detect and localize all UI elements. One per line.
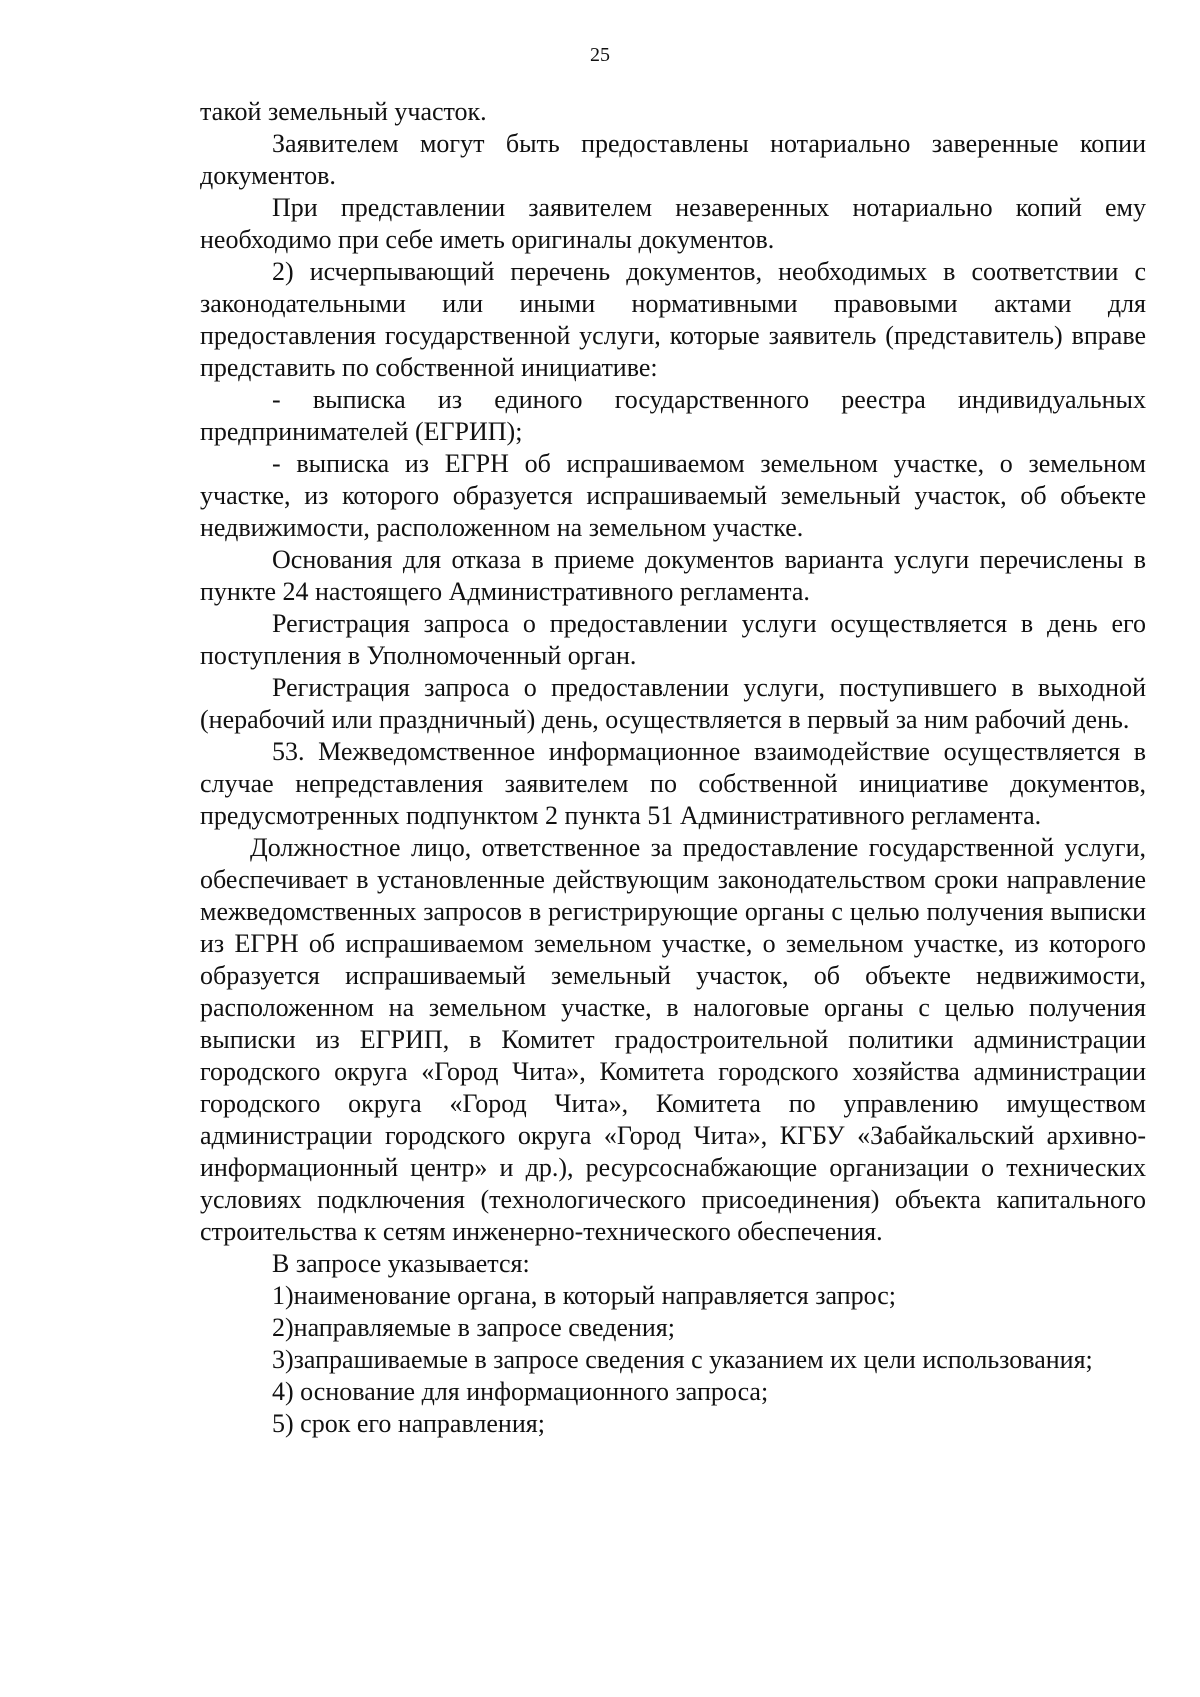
- paragraph: 4) основание для информационного запроса;: [272, 1377, 769, 1406]
- paragraph: - выписка из ЕГРН об испрашиваемом земельном участке, о земельном участке, из которого образуется испрашиваемый земельный участок, об объекте недвижимости, расположенном на земельном участке.: [200, 449, 1146, 542]
- paragraph: Регистрация запроса о предоставлении услуги осуществляется в день его поступления в Уполномоченный орган.: [200, 609, 1146, 670]
- paragraph: При представлении заявителем незаверенных нотариально копий ему необходимо при себе иметь оригиналы документов.: [200, 193, 1146, 254]
- paragraph: 2)направляемые в запросе сведения;: [272, 1313, 675, 1342]
- paragraph: 3)запрашиваемые в запросе сведения с указанием их цели использования;: [272, 1345, 1093, 1374]
- document-body: [200, 96, 1146, 1440]
- paragraph: В запросе указывается:: [272, 1249, 530, 1278]
- paragraph: Заявителем могут быть предоставлены нотариально заверенные копии документов.: [200, 129, 1146, 190]
- page-number: 25: [590, 44, 610, 66]
- paragraph: такой земельный участок.: [200, 97, 487, 126]
- paragraph: - выписка из единого государственного реестра индивидуальных предпринимателей (ЕГРИП);: [200, 385, 1146, 446]
- paragraph: 1)наименование органа, в который направляется запрос;: [272, 1281, 897, 1310]
- paragraph: 2) исчерпывающий перечень документов, необходимых в соответствии с законодательными или иными нормативными правовыми актами для предоставления государственной услуги, которые заявитель (представитель) вправе представить по собственной инициативе:: [200, 257, 1146, 382]
- paragraph: 53. Межведомственное информационное взаимодействие осуществляется в случае непредставления заявителем по собственной инициативе документов, предусмотренных подпунктом 2 пункта 51 Административного регламента.: [200, 737, 1146, 830]
- paragraph: Основания для отказа в приеме документов варианта услуги перечислены в пункте 24 настоящего Административного регламента.: [200, 545, 1146, 606]
- paragraph: Регистрация запроса о предоставлении услуги, поступившего в выходной (нерабочий или праздничный) день, осуществляется в первый за ним рабочий день.: [200, 673, 1146, 734]
- paragraph: Должностное лицо, ответственное за предоставление государственной услуги, обеспечивает в установленные действующим законодательством сроки направление межведомственных запросов в регистрирующие органы с целью получения выписки из ЕГРН об испрашиваемом земельном участке, о земельном участке, из которого образуется испрашиваемый земельный участок, об объекте недвижимости, расположенном на земельном участке, в налоговые органы с целью получения выписки из ЕГРИП, в Комитет градостроительной политики администрации городского округа «Город Чита», Комитета городского хозяйства администрации городского округа «Город Чита», Комитета по управлению имуществом администрации городского округа «Город Чита», КГБУ «Забайкальский архивно-информационный центр» и др.), ресурсоснабжающие организации о технических условиях подключения (технологического присоединения) объекта капитального строительства к сетям инженерно-технического обеспечения.: [200, 833, 1146, 1246]
- paragraph: 5) срок его направления;: [272, 1409, 545, 1438]
